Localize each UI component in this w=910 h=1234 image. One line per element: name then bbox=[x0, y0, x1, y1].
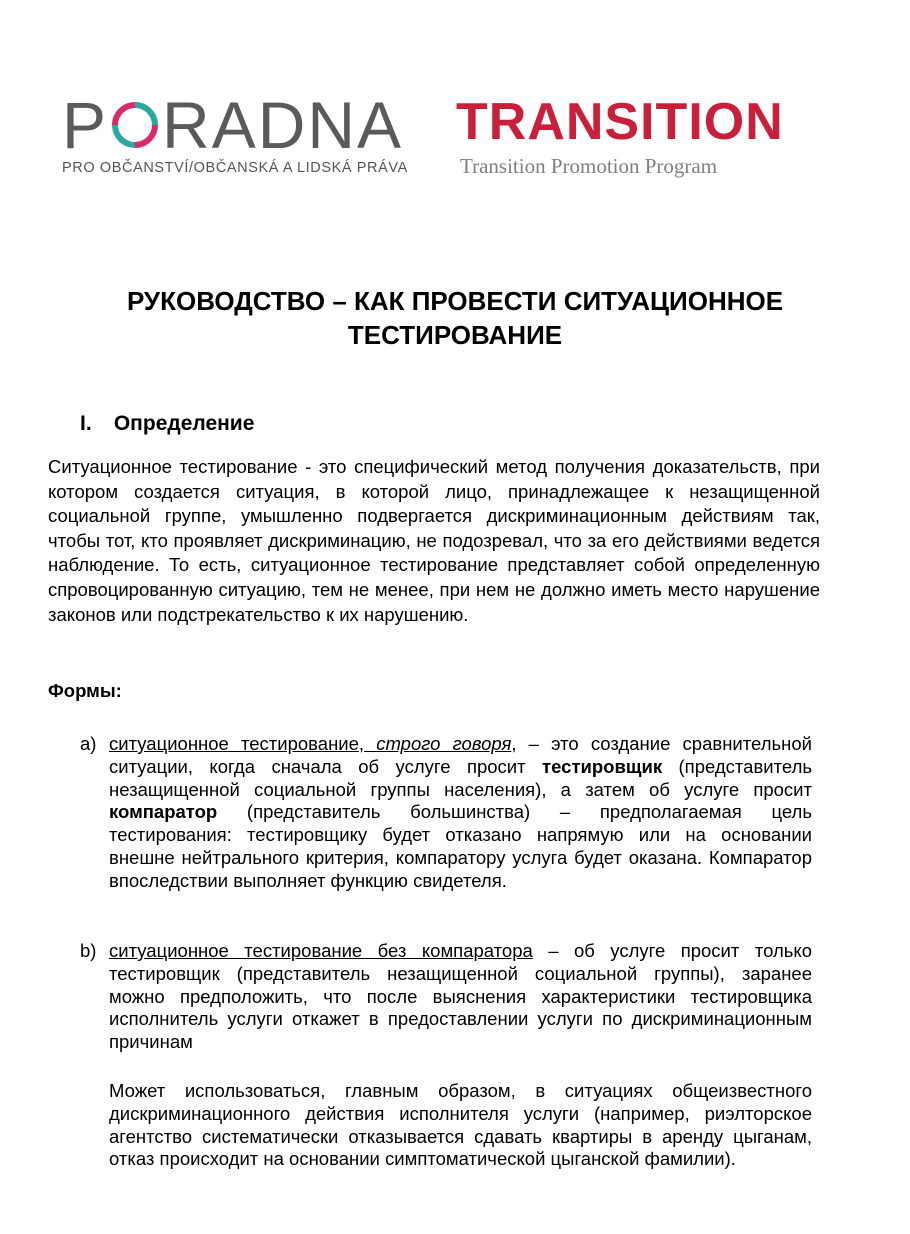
document-title-line2: ТЕСТИРОВАНИЕ bbox=[347, 320, 563, 350]
poradna-logo bbox=[62, 88, 432, 182]
bold-term-comparator: компаратор bbox=[109, 801, 218, 823]
underlined-term: ситуационное тестирование, строго говоря, bbox=[109, 733, 517, 754]
transition-wordmark: TRANSITION bbox=[456, 93, 784, 151]
list-item-body: ситуационное тестирование без компаратора – об услуге просит только тестировщик (представитель незащищенной социальной группы), заранее можно предположить, что после выяснения характеристики тестировщика исполнитель услуги откажет в предоставлении услуги по дискриминационным причинам bbox=[109, 940, 812, 1053]
list-item-b-note: Может использоваться, главным образом, в ситуациях общеизвестного дискриминационного действия исполнителя услуги (например, риэлторское агентство систематически отказывается сдавать квартиры в аренду цыганам, отказ происходит на основании симптоматической цыганской фамилии). bbox=[109, 1080, 812, 1170]
section-number: I. bbox=[80, 412, 92, 435]
list-marker: a) bbox=[80, 733, 97, 754]
bold-term-tester: тестировщик bbox=[542, 755, 663, 777]
poradna-ring-icon bbox=[110, 100, 160, 150]
list-marker: b) bbox=[80, 940, 97, 961]
section-heading bbox=[80, 412, 254, 436]
transition-logo bbox=[456, 93, 826, 186]
list-item-b bbox=[80, 940, 812, 1054]
definition-paragraph: Ситуационное тестирование - это специфический метод получения доказательств, при котором создается ситуация, в которой лицо, принадлежащее к незащищенной социальной группе, умышленно подвергается дискриминационным действиям так, чтобы тот, кто проявляет дискриминацию, не подозревал, что за его действиями ведется наблюдение. То есть, ситуационное тестирование представляет собой определенную спровоцированную ситуацию, тем не менее, при нем не должно иметь место нарушение законов или подстрекательство к их нарушению. bbox=[48, 456, 820, 625]
section-title: Определение bbox=[113, 412, 255, 435]
poradna-wordmark-prefix: P bbox=[62, 88, 109, 162]
poradna-subtitle: PRO OBČANSTVÍ/OBČANSKÁ A LIDSKÁ PRÁVA bbox=[62, 160, 408, 176]
italic-term: строго говоря bbox=[376, 733, 512, 754]
list-item-body: ситуационное тестирование, строго говоря, – это создание сравнительной ситуации, когда сначала об услуге просит тестировщик (представитель незащищенной социальной группы населения), а затем об услуге просит компаратор (представитель большинства) – предполагаемая цель тестирования: тестировщику будет отказано напрямую или на основании внешне нейтрального критерия, компаратору услуга будет оказана. Компаратор впоследствии выполняет функцию свидетеля. bbox=[109, 733, 813, 891]
document-title bbox=[40, 284, 870, 352]
transition-subtitle: Transition Promotion Program bbox=[460, 154, 718, 178]
poradna-wordmark bbox=[62, 88, 432, 162]
underlined-term: ситуационное тестирование без компаратора bbox=[109, 940, 533, 961]
list-item-a bbox=[80, 733, 812, 893]
forms-label: Формы: bbox=[48, 680, 122, 701]
poradna-wordmark-suffix: RADNA bbox=[162, 88, 404, 162]
document-title-line1: РУКОВОДСТВО – КАК ПРОВЕСТИ СИТУАЦИОННОЕ bbox=[126, 286, 784, 316]
